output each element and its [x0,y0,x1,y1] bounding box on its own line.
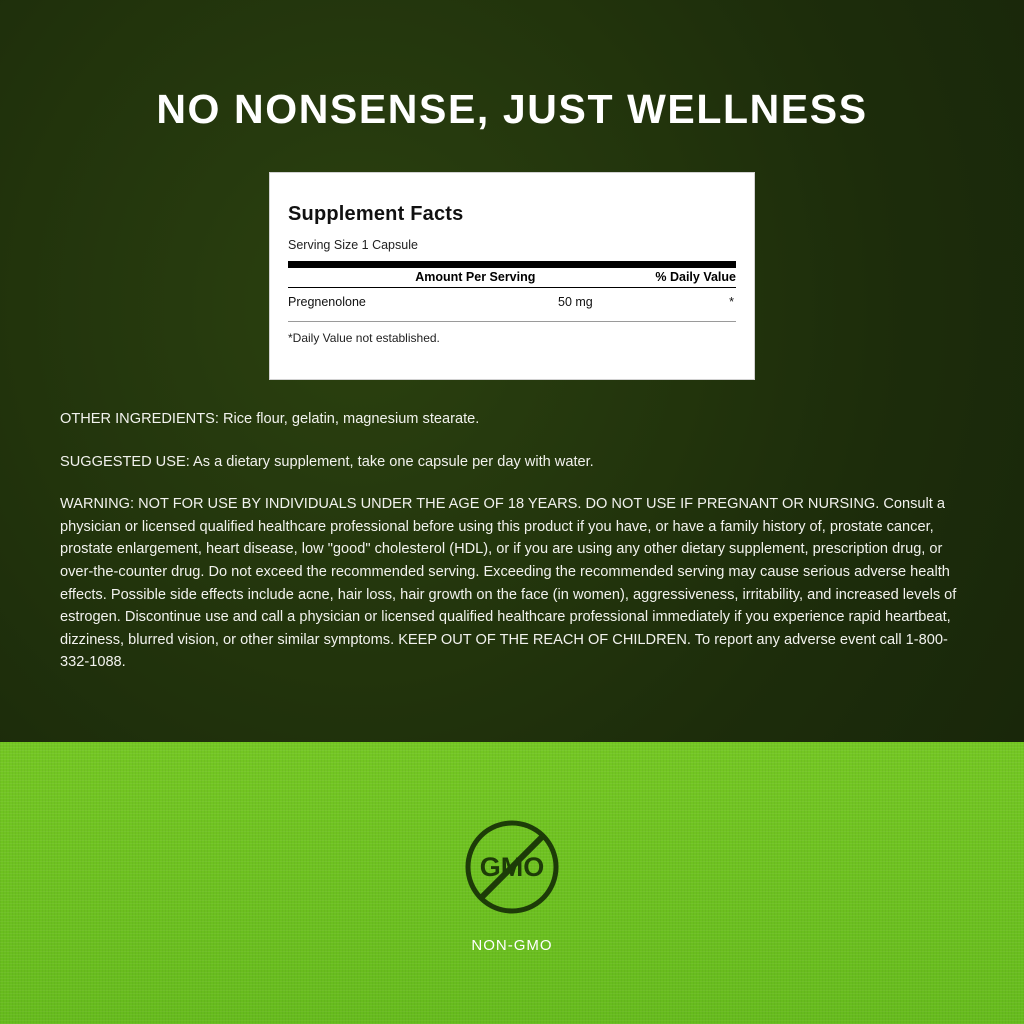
suggested-use-text: SUGGESTED USE: As a dietary supplement, take one capsule per day with water. [60,453,594,470]
supplement-facts-title: Supplement Facts [288,203,464,225]
facts-footnote: *Daily Value not established. [288,331,440,345]
non-gmo-badge [0,812,1024,954]
column-header-daily-value: % Daily Value [655,270,736,284]
supplement-facts-panel [269,172,755,380]
table-row [288,288,736,315]
facts-column-headers [288,268,736,287]
other-ingredients-text: OTHER INGREDIENTS: Rice flour, gelatin, magnesium stearate. [60,411,480,427]
label-body-copy [60,408,968,674]
facts-thick-rule [288,261,736,268]
nutrient-daily-value: * [729,295,734,309]
column-header-amount: Amount Per Serving [415,270,536,284]
page-title: NO NONSENSE, JUST WELLNESS [156,86,868,132]
non-gmo-mark-text: GMO [479,852,545,882]
facts-footer-rule [288,321,736,322]
non-gmo-label: NON-GMO [471,937,553,954]
nutrient-amount: 50 mg [558,295,593,309]
nutrient-name: Pregnenolone [288,295,366,309]
warning-text: WARNING: NOT FOR USE BY INDIVIDUALS UNDER THE AGE OF 18 YEARS. DO NOT USE IF PREGNANT OR NURSING. Consult a physician or licensed qualified healthcare professional before using this product if you have, or have a family history of, prostate cancer, prostate enlargement, heart disease, low "good" cholesterol (HDL), or if you are using any other dietary supplement, prescription drug, or over-the-counter drug. Do not exceed the recommended serving. Exceeding the recommended serving may cause serious adverse health effects. Possible side effects include acne, hair loss, hair growth on the face (in women), aggressiveness, irritability, and increased levels of estrogen. Discontinue use and call a physician or licensed qualified healthcare professional immediately if you experience rapid heartbeat, dizziness, blurred vision, or other similar symptoms. KEEP OUT OF THE REACH OF CHILDREN. To report any adverse event call 1-800-332-1088. [60,496,957,671]
serving-size-text: Serving Size 1 Capsule [288,238,418,252]
non-gmo-icon [457,812,567,922]
